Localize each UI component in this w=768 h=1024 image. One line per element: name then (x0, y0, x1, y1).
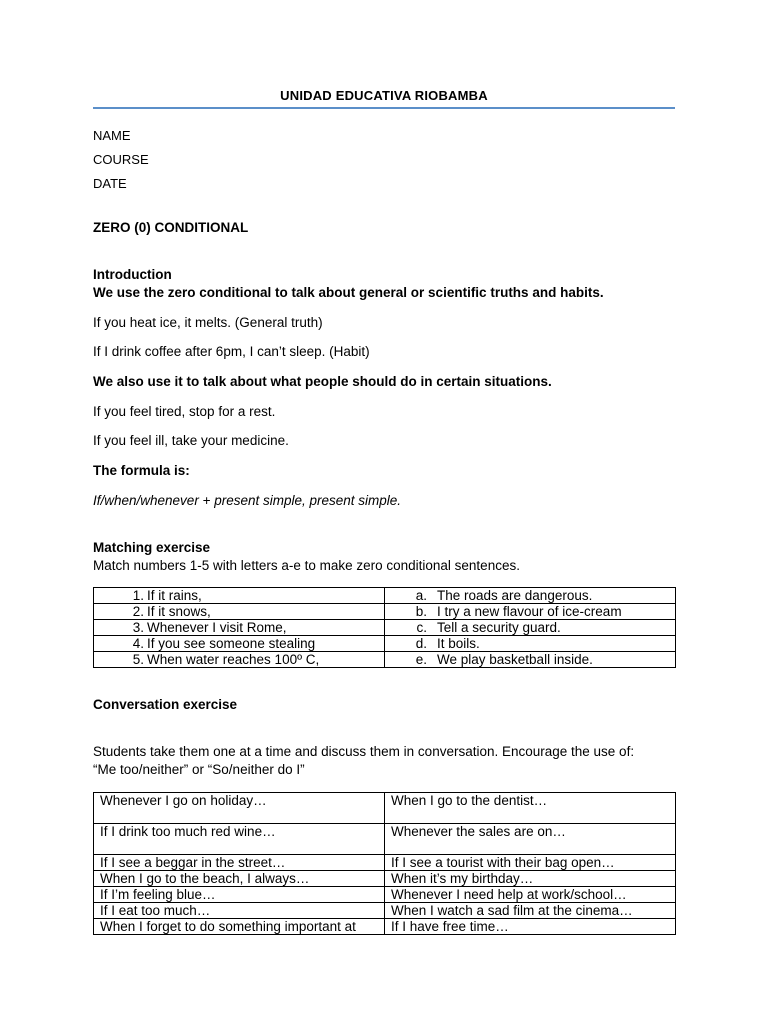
conversation-prompt-cell: Whenever I need help at work/school… (385, 887, 676, 903)
name-field-label: NAME (93, 128, 131, 143)
conversation-prompt-cell: Whenever the sales are on… (385, 824, 676, 855)
table-row (94, 588, 676, 604)
example-habit: If I drink coffee after 6pm, I can’t sleep. (Habit) (93, 344, 370, 359)
table-row (94, 855, 676, 871)
conversation-prompt-cell: If I’m feeling blue… (94, 887, 385, 903)
example-general-truth: If you heat ice, it melts. (General truth) (93, 315, 323, 330)
table-row (94, 620, 676, 636)
matching-table (93, 587, 676, 668)
table-row (94, 871, 676, 887)
table-row (94, 824, 676, 855)
conversation-prompt-cell: When I watch a sad film at the cinema… (385, 903, 676, 919)
intro-lead-2: We also use it to talk about what people should do in certain situations. (93, 374, 552, 389)
conversation-prompt-cell: When I go to the beach, I always… (94, 871, 385, 887)
conversation-prompt-cell: Whenever I go on holiday… (94, 793, 385, 824)
table-row (94, 636, 676, 652)
conversation-prompt-cell: When it’s my birthday… (385, 871, 676, 887)
table-row (94, 652, 676, 668)
table-row (94, 793, 676, 824)
example-ill: If you feel ill, take your medicine. (93, 433, 289, 448)
matching-right-cell: d. It boils. (385, 636, 676, 652)
course-field-label: COURSE (93, 152, 149, 167)
matching-left-cell: 4. If you see someone stealing (94, 636, 385, 652)
matching-left-cell: 5. When water reaches 100º C, (94, 652, 385, 668)
matching-right-cell: e. We play basketball inside. (385, 652, 676, 668)
conversation-heading: Conversation exercise (93, 697, 238, 712)
matching-left-cell: 3. Whenever I visit Rome, (94, 620, 385, 636)
matching-left-cell: 1. If it rains, (94, 588, 385, 604)
formula-heading: The formula is: (93, 463, 190, 478)
conversation-prompt-cell: If I see a beggar in the street… (94, 855, 385, 871)
topic-title: ZERO (0) CONDITIONAL (93, 220, 249, 235)
conversation-prompt-cell: If I eat too much… (94, 903, 385, 919)
date-field-label: DATE (93, 176, 127, 191)
matching-right-cell: a. The roads are dangerous. (385, 588, 676, 604)
school-title: UNIDAD EDUCATIVA RIOBAMBA (280, 88, 488, 103)
intro-heading: Introduction (93, 267, 172, 282)
formula-text: If/when/whenever + present simple, present simple. (93, 493, 402, 508)
matching-left-cell: 2. If it snows, (94, 604, 385, 620)
table-row (94, 919, 676, 935)
matching-instructions: Match numbers 1-5 with letters a-e to make zero conditional sentences. (93, 558, 520, 573)
intro-lead: We use the zero conditional to talk about general or scientific truths and habits. (93, 285, 604, 300)
table-row (94, 604, 676, 620)
matching-right-cell: c. Tell a security guard. (385, 620, 676, 636)
conversation-prompt-cell: If I see a tourist with their bag open… (385, 855, 676, 871)
table-row (94, 887, 676, 903)
conversation-instructions-phrases: “Me too/neither” or “So/neither do I” (93, 762, 305, 777)
conversation-prompt-cell: If I have free time… (385, 919, 676, 935)
conversation-prompt-cell: When I forget to do something important at (94, 919, 385, 935)
matching-right-cell: b. I try a new flavour of ice-cream (385, 604, 676, 620)
table-row (94, 903, 676, 919)
conversation-prompt-cell: When I go to the dentist… (385, 793, 676, 824)
example-tired: If you feel tired, stop for a rest. (93, 404, 276, 419)
matching-heading: Matching exercise (93, 540, 211, 555)
conversation-instructions: Students take them one at a time and discuss them in conversation. Encourage the use of: (93, 744, 635, 759)
conversation-prompt-cell: If I drink too much red wine… (94, 824, 385, 855)
header-divider (93, 107, 675, 109)
conversation-table (93, 792, 676, 935)
